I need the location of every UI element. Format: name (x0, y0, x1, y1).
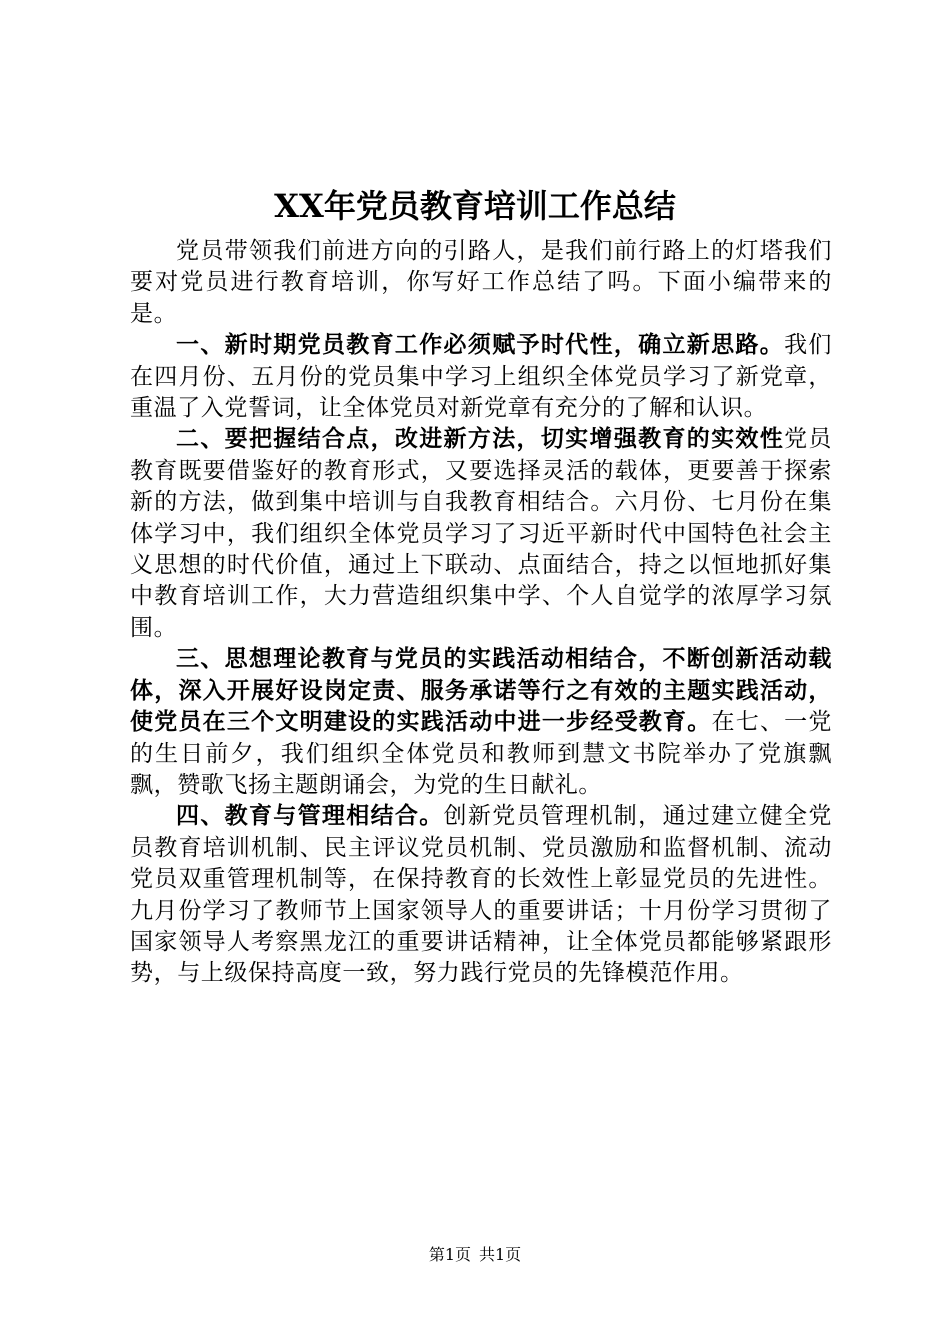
intro-paragraph (130, 236, 832, 330)
page-number: 第1页 (428, 1245, 471, 1264)
section-three-paragraph (130, 644, 832, 801)
paragraph-text: 在七、一党的生日前夕，我们组织全体党员和教师到慧文书院举办了党旗飘飘，赞歌飞扬主题朗诵会，为党的生日献礼。 (130, 709, 832, 798)
paragraph-heading: 四、教育与管理相结合。 (176, 803, 444, 830)
paragraph-text: 党员带领我们前进方向的引路人，是我们前行路上的灯塔我们要对党员进行教育培训，你写好工作总结了吗。下面小编带来的是。 (130, 238, 832, 327)
section-four-paragraph (130, 801, 832, 989)
paragraph-heading: 二、要把握结合点，改进新方法，切实增强教育的实效性 (176, 426, 785, 453)
paragraph-heading: 一、新时期党员教育工作必须赋予时代性，确立新思路。 (176, 332, 785, 359)
paragraph-text: 我们在四月份、五月份的党员集中学习上组织全体党员学习了新党章，重温了入党誓词，让全体党员对新党章有充分的了解和认识。 (130, 332, 833, 422)
paragraph-heading: 三、思想理论教育与党员的实践活动相结合，不断创新活动载体，深入开展好设岗定责、服务承诺等行之有效的主题实践活动，使党员在三个文明建设的实践活动中进一步经受教育。 (130, 646, 832, 736)
section-one-paragraph (130, 330, 832, 424)
section-two-paragraph (130, 424, 832, 644)
paragraph-text: 党员教育既要借鉴好的教育形式，又要选择灵活的载体，更要善于探索新的方法，做到集中培训与自我教育相结合。六月份、七月份在集体学习中，我们组织全体党员学习了习近平新时代中国特色社会主义思想的时代价值，通过上下联动、点面结合，持之以恒地抓好集中教育培训工作，大力营造组织集中学、个人自觉学的浓厚学习氛围。 (130, 426, 833, 641)
page-footer (0, 1244, 950, 1266)
document-title: XX年党员教育培训工作总结 (274, 187, 676, 225)
page-total: 共1页 (479, 1245, 522, 1264)
document-body (130, 236, 832, 990)
paragraph-text: 创新党员管理机制，通过建立健全党员教育培训机制、民主评议党员机制、党员激励和监督机制、流动党员双重管理机制等，在保持教育的长效性上彰显党员的先进性。九月份学习了教师节上国家领导人的重要讲话；十月份学习贯彻了国家领导人考察黑龙江的重要讲话精神，让全体党员都能够紧跟形势，与上级保持高度一致，努力践行党员的先锋模范作用。 (130, 803, 832, 987)
